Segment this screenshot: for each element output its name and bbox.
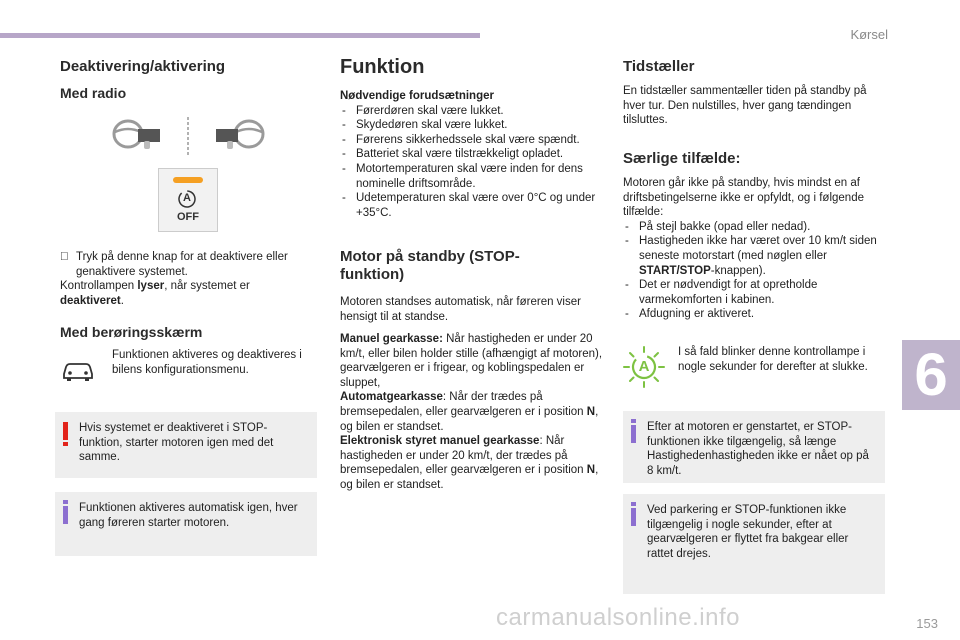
gearbox-conditions [340, 332, 604, 493]
off-label: OFF [177, 211, 199, 223]
prerequisites-list [340, 104, 602, 221]
car-config-icon [60, 358, 96, 382]
etg-gearbox-text [340, 434, 604, 492]
button-indicator-led [173, 177, 203, 183]
list-item: - Afdugning er aktiveret. [623, 307, 885, 322]
prerequisites-title: Nødvendige forudsætninger [340, 90, 494, 102]
list-item: - Det er nødvendigt for at opretholde varmekomforten i kabinen. [623, 278, 885, 307]
standby-text: Motoren standses automatisk, når føreren viser hensigt til at standse. [340, 296, 581, 323]
lamp-status-text [60, 279, 312, 308]
list-item: - Skydedøren skal være lukket. [340, 118, 602, 133]
special-item2a: Hastigheden ikke har været over 10 km/t siden seneste motorstart (med nøglen eller [639, 235, 877, 262]
list-item: - Udetemperaturen skal være over 0°C og under +35°C. [340, 191, 602, 220]
function-title: Funktion [340, 56, 425, 78]
auto-stop-letter: A [183, 192, 191, 204]
header-accent-bar [0, 33, 480, 38]
lamp-bold-deactivated: deaktiveret [60, 294, 121, 307]
info-icon [631, 425, 636, 443]
list-item: - Motortemperaturen skal være inden for dens nominelle driftsområde. [340, 162, 602, 191]
touchscreen-title: Med berøringsskærm [60, 324, 203, 340]
lamp-bold-lights: lyser [137, 280, 165, 293]
section-label: Kørsel [850, 27, 888, 42]
special-cases-block [623, 176, 885, 322]
start-stop-label: START/STOP [639, 264, 711, 277]
lamp-text: I så fald blinker denne kontrollampe i nogle sekunder for derefter at slukke. [678, 346, 868, 373]
list-item: - Førerdøren skal være lukket. [340, 104, 602, 119]
arrow-icon [60, 250, 69, 265]
etg-text-b: , og bilen er standset. [340, 464, 599, 491]
radio-title: Med radio [60, 85, 127, 101]
special-intro: Motoren går ikke på standby, hvis mindst en af driftsbetingelserne ikke er opfyldt, og i følgende tilfælde: [623, 177, 864, 219]
etg-position: N [586, 464, 596, 477]
manual-text: Når hastigheden er under 20 km/t, eller bilen holder stille (afhængigt af motoren), gearvælgeren er i frigear, og koblingspedalen er sluppet, [340, 333, 603, 389]
touchscreen-text: Funktionen aktiveres og deaktiveres i bilens konfigurationsmenu. [112, 349, 302, 376]
steering-wheel-diagram-icon [108, 115, 268, 157]
list-item [623, 234, 885, 278]
auto-gearbox-text [340, 390, 604, 434]
radio-instruction [60, 250, 312, 308]
info-icon [63, 506, 68, 524]
timer-text: En tidstæller sammentæller tiden på standby på hver tur. Den nulstilles, hver gang tændingen tilsluttes. [623, 85, 867, 127]
lamp-mid: , når systemet er [164, 280, 250, 293]
etg-text-a: : Når hastigheden er under 20 km/t, der trædes på bremsepedalen, eller gearvælgeren er i position [340, 435, 587, 477]
auto-text-a: : Når der trædes på bremsepedalen, eller gearvælgeren er i position [340, 391, 587, 418]
lamp-end: . [120, 294, 124, 307]
deactivation-title: Deaktivering/aktivering [60, 58, 226, 75]
chapter-tab: 6 [902, 340, 960, 410]
lamp-letter: A [638, 358, 650, 375]
lamp-prefix: Kontrollampen [60, 280, 138, 293]
info-text-auto-reactivation: Funktionen aktiveres automatisk igen, hver gang føreren starter motoren. [79, 502, 298, 529]
watermark: carmanualsonline.info [496, 604, 740, 631]
special-item2c: -knappen). [710, 264, 766, 277]
info-text-restart: Efter at motoren er genstartet, er STOP-funktionen ikke tilgængelig, så længe Hastighedenhastigheden ikke er nået op på 8 km/t. [647, 421, 869, 477]
info-box-parking [623, 494, 885, 594]
manual-label: Manuel gearkasse: [340, 333, 443, 345]
list-item: - Batteriet skal være tilstrækkeligt opladet. [340, 147, 602, 162]
manual-gearbox-text [340, 332, 604, 390]
warning-text: Hvis systemet er deaktiveret i STOP-funktion, starter motoren igen med det samme. [79, 422, 274, 464]
warning-icon [63, 422, 68, 440]
special-cases-title: Særlige tilfælde: [623, 150, 741, 167]
page-number: 153 [916, 616, 938, 631]
warning-box [55, 412, 317, 478]
radio-instruction-text: Tryk på denne knap for at deaktivere eller genaktivere systemet. [76, 251, 288, 278]
timer-title: Tidstæller [623, 58, 695, 75]
info-box-restart [623, 411, 885, 483]
info-text-parking: Ved parkering er STOP-funktionen ikke tilgængelig i nogle sekunder, efter at gearvælgeren er flyttet fra bakgear eller rattet drejes. [647, 504, 849, 560]
special-cases-list [623, 220, 885, 322]
info-icon [631, 508, 636, 526]
auto-stop-lamp-icon [622, 345, 666, 389]
prerequisites-block [340, 89, 602, 220]
auto-label: Automatgearkasse [340, 391, 443, 404]
stop-start-off-button[interactable] [158, 168, 218, 232]
auto-stop-icon [177, 189, 197, 209]
etg-label: Elektronisk styret manuel gearkasse [340, 435, 540, 448]
standby-title: Motor på standby (STOP-funktion) [340, 248, 520, 283]
list-item: - På stejl bakke (opad eller nedad). [623, 220, 885, 235]
auto-position: N [586, 405, 596, 418]
list-item: - Førerens sikkerhedssele skal være spændt. [340, 133, 602, 148]
info-box-auto-reactivation [55, 492, 317, 556]
auto-text-b: , og bilen er standset. [340, 405, 599, 433]
